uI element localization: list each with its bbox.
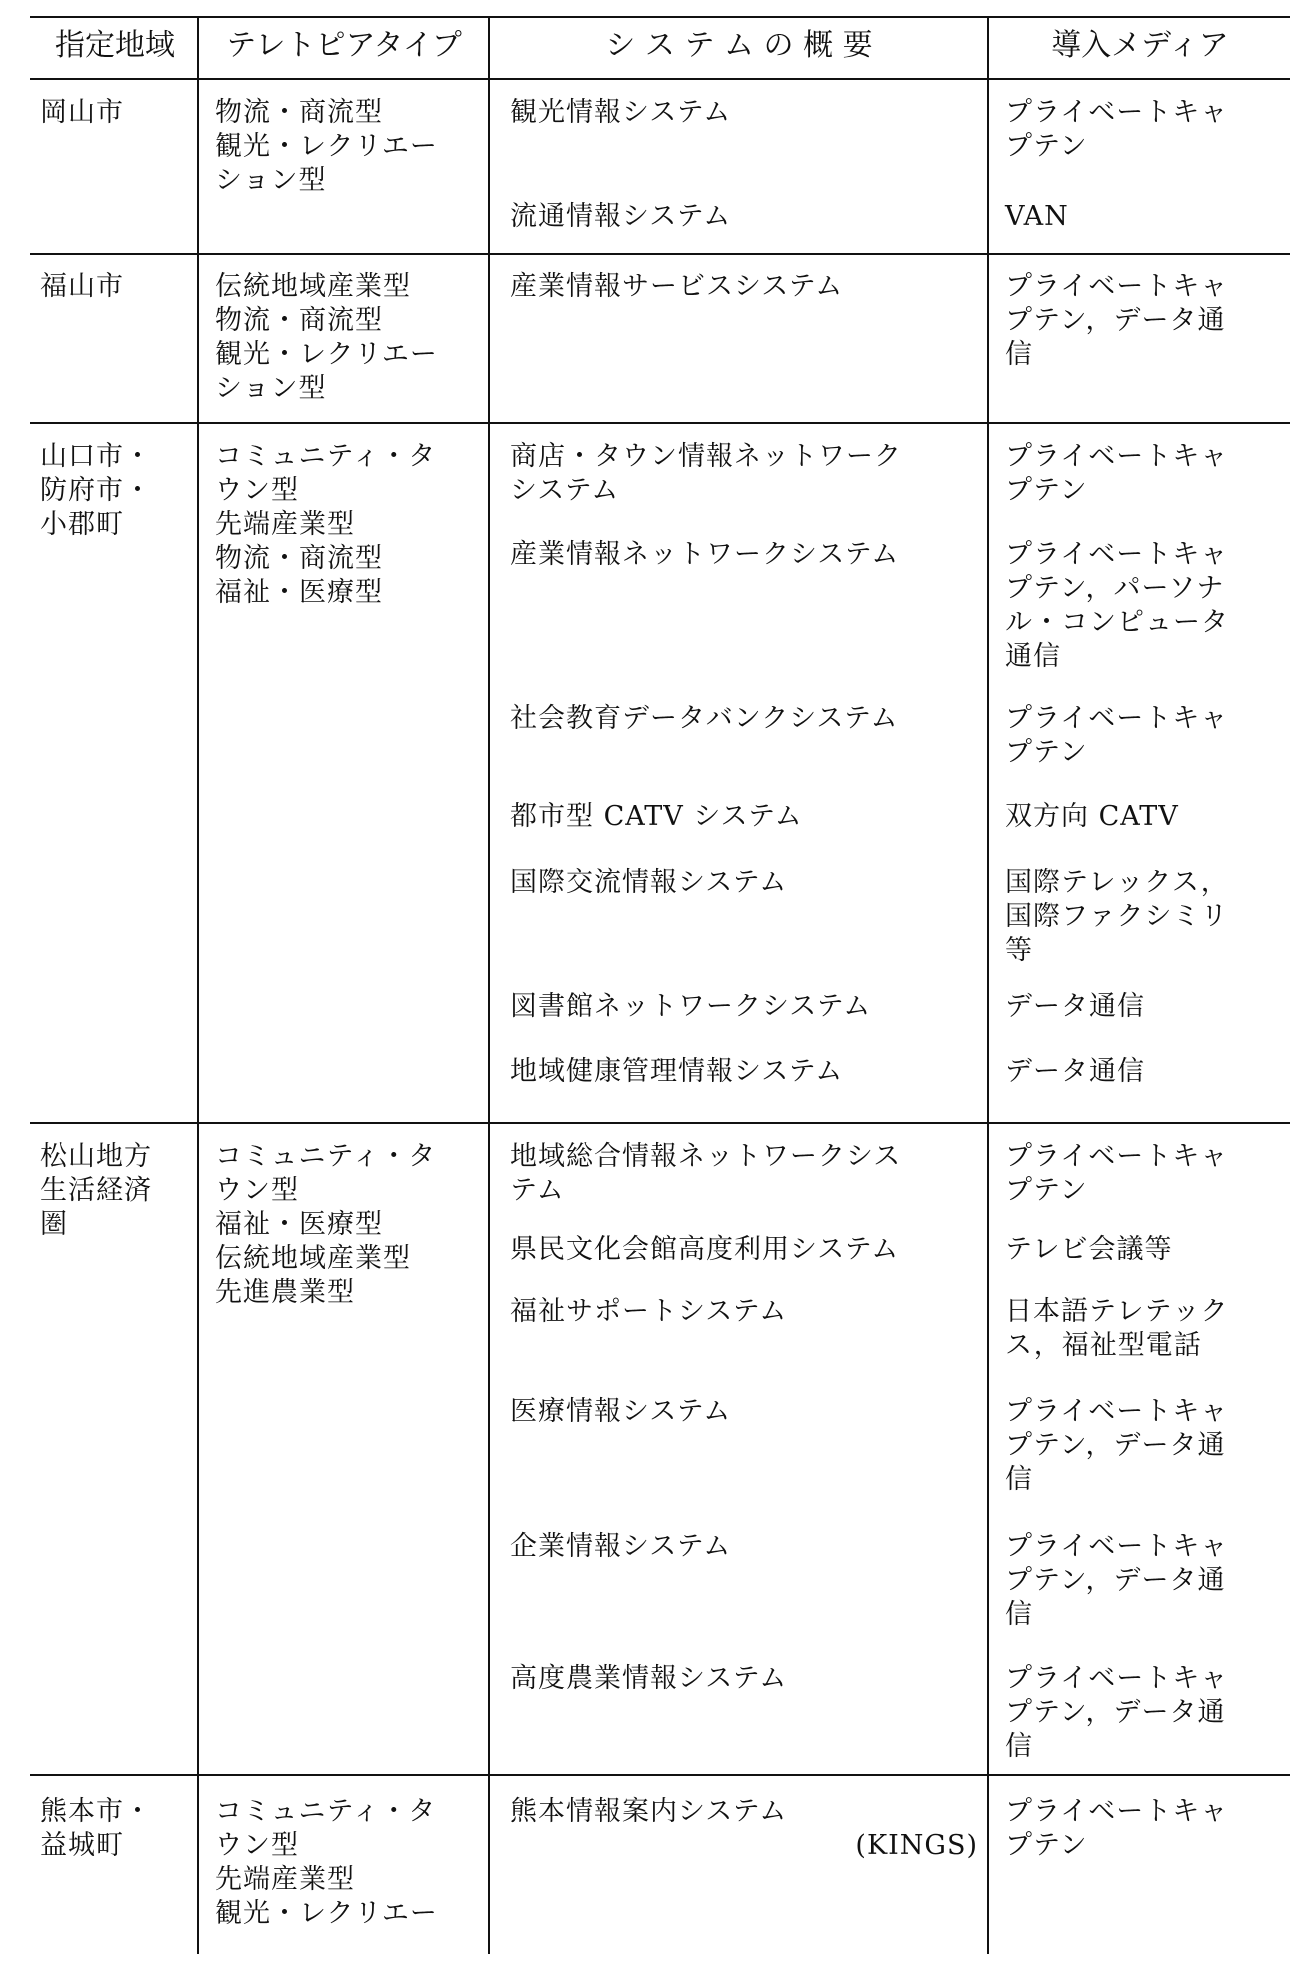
region-cell-line: 防府市・ [40,475,152,506]
system-cell-line: 観光情報システム [510,97,732,128]
system-cell [510,1055,978,1089]
system-cell-line: 流通情報システム [510,201,732,232]
system-cell-line: 企業情報システム [510,1531,732,1562]
system-cell [510,1233,978,1267]
table-top-rule [30,16,1290,18]
type-cell-line: 福祉・医療型 [215,1209,383,1240]
system-cell-line: 福祉サポートシステム [510,1296,788,1327]
system-cell [510,200,978,234]
type-cell [215,270,483,406]
type-cell [215,1140,483,1310]
region-cell [40,96,190,130]
media-cell-line: プライベートキャ [1005,539,1229,570]
region-cell [40,440,190,542]
media-cell-line: 信 [1005,1599,1033,1630]
media-cell-line: プテン，データ通 [1005,305,1226,336]
type-cell-line: 物流・商流型 [215,543,383,574]
type-cell-line: 先端産業型 [215,1864,355,1895]
media-cell-line: プライベートキャ [1005,271,1229,302]
column-rule [488,16,490,1954]
type-cell-line: 伝統地域産業型 [215,271,411,302]
media-cell-line: 国際ファクシミリ [1005,901,1229,932]
system-cell [510,538,978,572]
media-cell-line: データ通信 [1005,1056,1145,1087]
system-cell [510,1662,978,1696]
media-cell-line: プテン，パーソナ [1005,573,1225,604]
system-cell [510,800,978,834]
type-cell-line: ウン型 [215,475,299,506]
type-cell-line: ウン型 [215,1830,299,1861]
media-cell-line: 等 [1005,935,1033,966]
media-cell [1005,866,1285,968]
media-cell-line: テレビ会議等 [1005,1234,1173,1265]
media-cell-line: プテン [1005,1830,1088,1861]
system-cell [510,1395,978,1429]
media-cell [1005,1233,1285,1267]
system-cell [510,990,978,1024]
media-cell-line: データ通信 [1005,991,1145,1022]
media-cell [1005,1295,1285,1363]
system-cell [510,1140,978,1208]
system-cell [510,1795,978,1863]
system-cell-line: 県民文化会館高度利用システム [510,1234,900,1265]
media-cell [1005,800,1285,834]
region-cell-line: 山口市・ [40,441,152,472]
media-cell-line: 信 [1005,339,1033,370]
type-cell-line: 観光・レクリエー [215,339,438,370]
region-cell [40,1795,190,1863]
system-cell-line: 図書館ネットワークシステム [510,991,872,1022]
system-cell-line: 産業情報ネットワークシステム [510,539,900,570]
type-cell-line: 物流・商流型 [215,305,383,336]
region-cell-line: 松山地方 [40,1141,152,1172]
type-cell-line: 物流・商流型 [215,97,383,128]
media-cell [1005,1140,1285,1208]
media-cell [1005,990,1285,1024]
media-cell-line: プテン，データ通 [1005,1430,1226,1461]
media-cell-line: プテン [1005,131,1088,162]
region-cell-line: 圏 [40,1209,68,1240]
type-cell-line: 福祉・医療型 [215,577,383,608]
media-cell-line: プライベートキャ [1005,1796,1229,1827]
system-cell-line: 地域健康管理情報システム [510,1056,844,1087]
region-cell [40,1140,190,1242]
system-cell-line: (KINGS) [855,1830,978,1861]
system-cell-line: 地域総合情報ネットワークシス [510,1141,902,1172]
media-cell-line: プテン [1005,475,1088,506]
system-cell [510,866,978,900]
system-cell-line: システム [510,475,620,506]
column-rule [197,16,199,1954]
media-cell-line: ス，福祉型電話 [1005,1330,1202,1361]
media-cell-line: VAN [1005,201,1069,232]
media-cell-line: プテン，データ通 [1005,1697,1226,1728]
group-rule [30,422,1290,424]
media-cell-line: プライベートキャ [1005,441,1229,472]
system-cell-line: 商店・タウン情報ネットワーク [510,441,902,472]
region-cell-line: 熊本市・ [40,1796,152,1827]
type-cell-line: ション型 [215,373,327,404]
type-cell-line: 伝統地域産業型 [215,1243,411,1274]
region-cell-line: 岡山市 [40,97,124,128]
media-cell [1005,538,1285,674]
media-cell-line: プライベートキャ [1005,703,1229,734]
type-cell [215,1795,483,1931]
region-cell-line: 福山市 [40,271,124,302]
system-cell [510,1295,978,1329]
column-rule [987,16,989,1954]
media-cell-line: 日本語テレテック [1005,1296,1229,1327]
type-cell [215,440,483,610]
media-cell [1005,1395,1285,1497]
header-media: 導入メディア [1051,28,1229,63]
group-rule [30,253,1290,255]
type-cell-line: コミュニティ・タ [215,1141,437,1172]
header-type: テレトピアタイプ [226,28,462,63]
media-cell [1005,270,1285,372]
media-cell-line: プテン [1005,1175,1088,1206]
media-cell-line: プライベートキャ [1005,97,1229,128]
type-cell-line: 観光・レクリエー [215,1898,438,1929]
system-cell-line: 高度農業情報システム [510,1663,788,1694]
type-cell-line: コミュニティ・タ [215,441,437,472]
media-cell [1005,1530,1285,1632]
region-cell-line: 益城町 [40,1830,124,1861]
system-cell [510,1530,978,1564]
media-cell-line: プライベートキャ [1005,1531,1229,1562]
system-cell-line: 熊本情報案内システム [510,1796,788,1827]
media-cell-line: プライベートキャ [1005,1141,1229,1172]
type-cell-line: コミュニティ・タ [215,1796,437,1827]
media-cell [1005,1055,1285,1089]
type-cell-line: 観光・レクリエー [215,131,438,162]
media-cell-line: ル・コンピュータ [1005,607,1229,638]
media-cell-line: 信 [1005,1731,1033,1762]
system-cell [510,440,978,508]
media-cell-line: 双方向 CATV [1005,801,1179,832]
media-cell-line: プライベートキャ [1005,1396,1229,1427]
header-system: シ ス テ ム の 概 要 [605,28,873,63]
media-cell [1005,96,1285,164]
header-rule [30,78,1290,80]
region-cell-line: 小郡町 [40,509,124,540]
header-region: 指定地域 [55,28,175,63]
system-cell [510,96,978,130]
media-cell [1005,1662,1285,1764]
media-cell [1005,200,1285,234]
system-cell [510,702,978,736]
system-cell-line: 国際交流情報システム [510,867,788,898]
type-cell [215,96,483,198]
media-cell [1005,1795,1285,1863]
media-cell-line: 国際テレックス， [1005,867,1229,898]
type-cell-line: ウン型 [215,1175,299,1206]
media-cell-line: 信 [1005,1464,1033,1495]
system-cell-line: 産業情報サービスシステム [510,271,844,302]
system-cell-line: 医療情報システム [510,1396,732,1427]
media-cell-line: プライベートキャ [1005,1663,1229,1694]
group-rule [30,1122,1290,1124]
type-cell-line: 先進農業型 [215,1277,355,1308]
type-cell-line: ション型 [215,165,327,196]
type-cell-line: 先端産業型 [215,509,355,540]
system-cell-line: テム [510,1175,565,1206]
group-rule [30,1774,1290,1776]
system-cell [510,270,978,304]
region-cell [40,270,190,304]
media-cell-line: プテン，データ通 [1005,1565,1226,1596]
system-cell-line: 社会教育データバンクシステム [510,703,899,734]
system-cell-line: 都市型 CATV システム [510,801,803,832]
media-cell [1005,440,1285,508]
media-cell-line: 通信 [1005,641,1061,672]
media-cell-line: プテン [1005,737,1088,768]
media-cell [1005,702,1285,770]
region-cell-line: 生活経済 [40,1175,152,1206]
